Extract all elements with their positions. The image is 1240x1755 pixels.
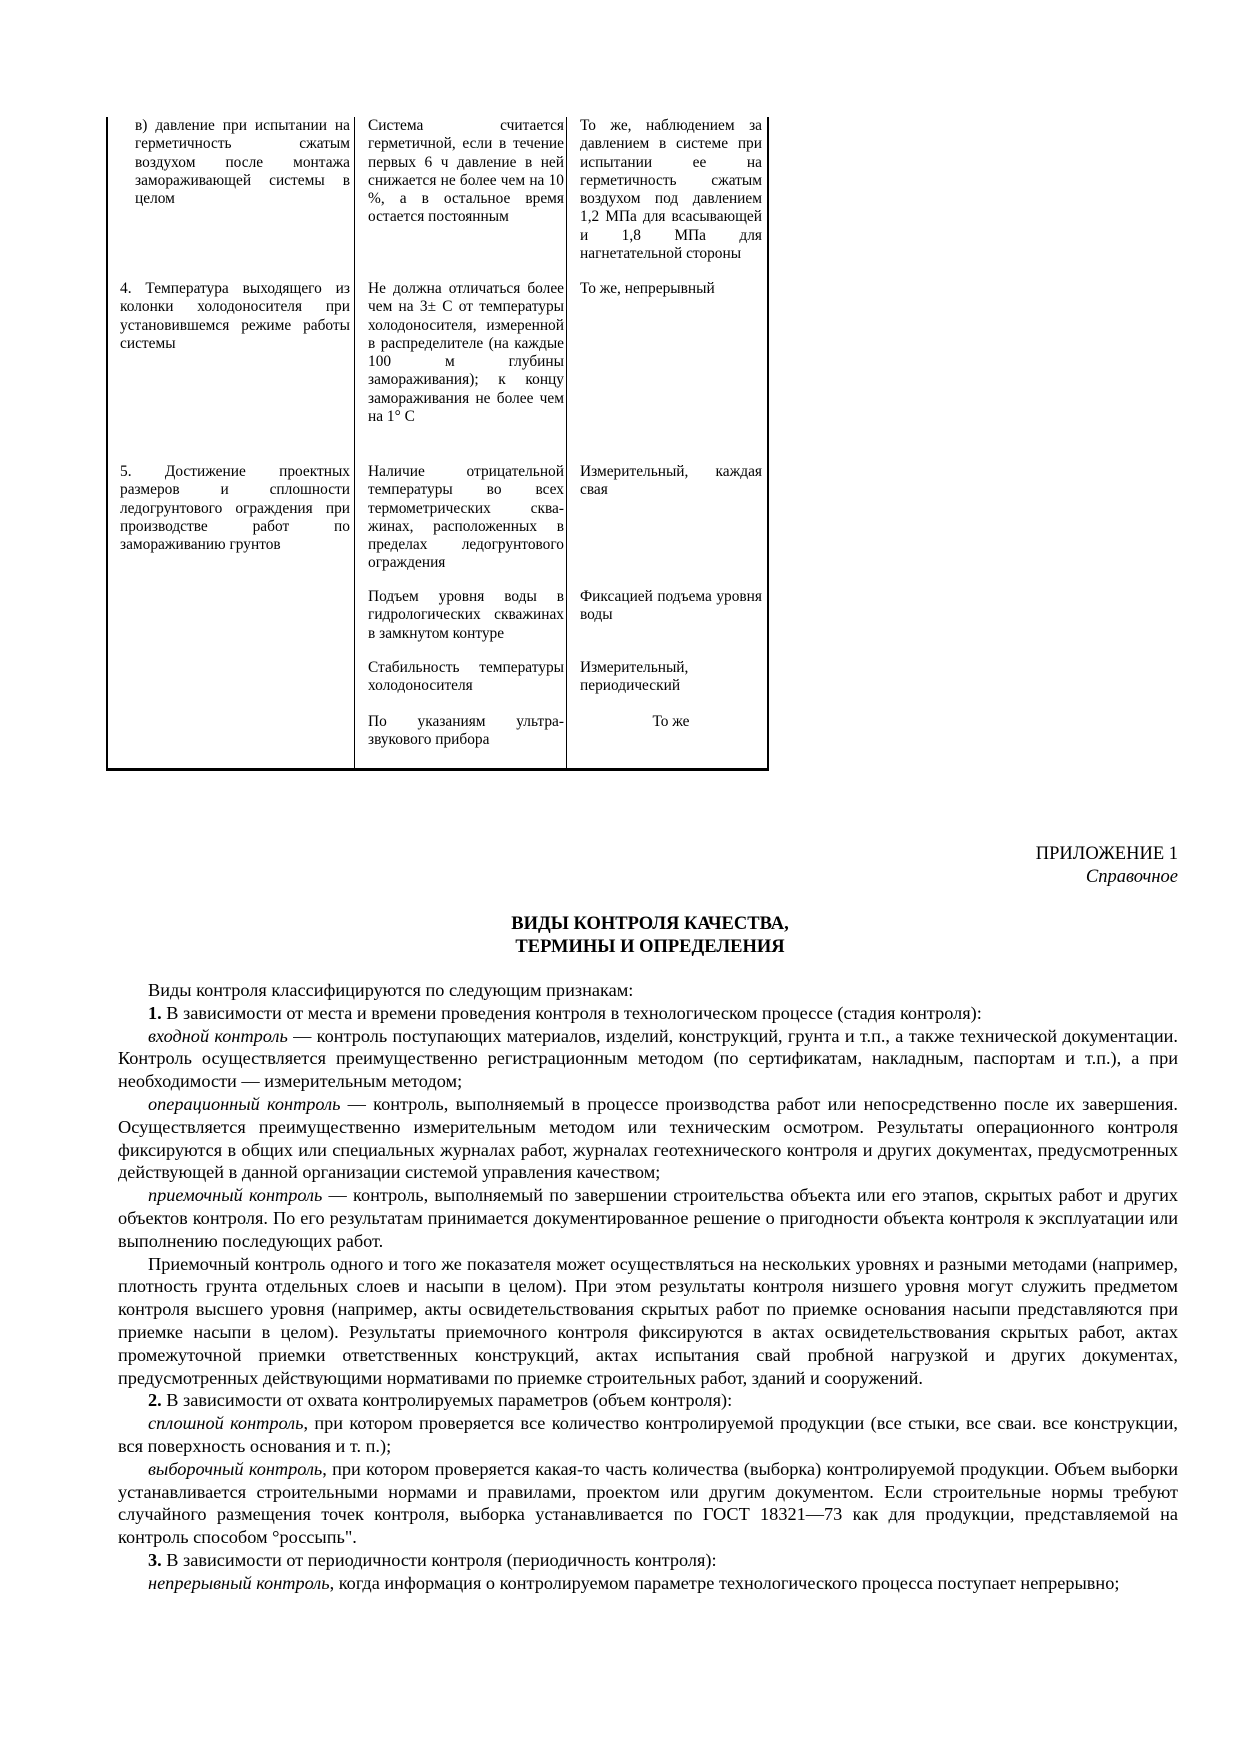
table-cell-parameter: 4. Температура выходящего из колонки холодоносителя при установившемся режиме работы системы [120,280,350,352]
definition-text: , когда информация о контролируемом параметре технологического процесса поступает непрерывно; [329,1572,1120,1593]
table-cell-requirement: Подъем уровня воды в гидрологических скважинах в замкнутом контуре [368,588,564,642]
section-1-heading [118,1002,1178,1025]
definition-text: — контроль, выполняемый в процессе производства работ или непосредственно после их завершения. Осуществляется преимущественно измерительным методом или техническим осмотром. Результаты операционного контроля фиксируются в общих или специальных журналах работ, журналах геотехнического контроля и других документах, предусмотренных действующей в данной организации системой управления качеством; [118,1093,1178,1183]
section-2-heading [118,1389,1178,1412]
definition-selective [118,1458,1178,1549]
intro-paragraph: Виды контроля классифицируются по следующим признакам: [148,980,634,1000]
table-cell-requirement: Стабильность температуры холодоносителя [368,659,564,695]
table-cell-method: Измерительный, каждая свая [580,463,762,499]
definition-text: , при котором проверяется какая-то часть количества (выборка) контролируемой продукции. Объем выборки устанавливается строительными нормами и правилами, проектом или другим документом. Если строительные нормы требуют случайного размещения точек контроля, выборка устанавливается по ГОСТ 18321—73 как для продукции, представляемой на контроль способом °россыпь". [118,1458,1178,1548]
definition-acceptance [118,1184,1178,1252]
section-number: 3. [148,1549,162,1570]
table-cell-requirement: Система считается герметичной, если в течение первых 6 ч давление в ней снижается не более чем на 10 %, а в остальное время остается постоянным [368,117,564,226]
section-title [120,913,1180,959]
term: выборочный контроль [148,1458,323,1479]
term: приемочный контроль [148,1185,323,1206]
table-cell-requirement: Не должна отличаться более чем на 3± С от температуры холодоносителя, измеренной в распределителе (на каждые 100 м глубины замораживания); к концу замораживания не более чем на 1° С [368,280,564,426]
section-title-line: ВИДЫ КОНТРОЛЯ КАЧЕСТВА, [511,914,789,934]
table-cell-requirement: Наличие отрицательной температуры во всех термометрических скважинах, расположенных в пределах ледогрунтового ограждения [368,463,564,572]
definition-incoming [118,1025,1178,1093]
column-divider [566,117,567,768]
section-number: 2. [148,1390,162,1411]
definition-text: , при котором проверяется все количество контролируемой продукции (все стыки, все сваи. все конструкции, вся поверхность основания и т. п.); [118,1413,1179,1456]
appendix-sublabel: Справочное [1085,867,1178,887]
table-cell-parameter: 5. Достижение проектных размеров и сплошности ледогрунтового ограждения при производстве работ по замораживанию грунтов [120,463,350,554]
column-divider [354,117,355,768]
section-heading-text: В зависимости от места и времени проведения контроля в технологическом процессе (стадия контроля): [161,1002,982,1023]
quality-control-table [106,117,769,771]
section-3-heading [118,1549,1178,1572]
term: сплошной контроль [148,1413,304,1434]
term: входной контроль [148,1025,288,1046]
appendix-label: ПРИЛОЖЕНИЕ 1 [1035,844,1178,864]
appendix-header [1036,843,1178,889]
definition-text: — контроль, выполняемый по завершении строительства объекта или его этапов, скрытых работ и других объектов контроля. По его результатам принимается документированное решение о пригодности объекта контроля к эксплуатации или выполнению последующих работ. [118,1185,1178,1251]
definition-continuous [118,1572,1178,1595]
section-heading-text: В зависимости от периодичности контроля (периодичность контроля): [161,1549,717,1570]
definition-text: — контроль поступающих материалов, изделий, конструкций, грунта и т.п., а также технической документации. Контроль осуществляется преимущественно регистрационным методом (по сертификатам, накладным, паспортам и т.п.), а при необходимости — измерительным методом; [118,1025,1179,1092]
table-cell-method: То же [652,713,690,730]
table-cell-parameter: в) давление при испытании на герметичность сжатым воздухом после монтажа замораживающей системы в целом [135,117,350,208]
term: непрерывный контроль [148,1572,330,1593]
table-cell-method: То же, наблюдением за давлением в системе при испытании ее на герметичность сжатым воздухом под давлением 1,2 МПа для всасывающей и 1,8 МПа для нагнетательной стороны [580,117,762,263]
definition-full [118,1412,1178,1458]
section-title-line: ТЕРМИНЫ И ОПРЕДЕЛЕНИЯ [515,937,785,957]
table-cell-method: Измерительный, периодический [580,659,689,695]
paragraph-acceptance-levels: Приемочный контроль одного и того же показателя может осуществляться на нескольких уровнях и разными методами (например, плотность грунта отдельных слоев и насыпи в целом). При этом результаты контроля низшего уровня могут служить предметом контроля высшего уровня (например, акты освидетельствования скрытых работ по приемке основания насыпи представляются при приемке насыпи в целом). Результаты приемочного контроля фиксируются в актах освидетельствования скрытых работ, актах промежуточной приемки ответственных конструкций, актах испытания свай пробной нагрузкой и других документах, предусмотренных действующими нормативами по приемке строительных работ, зданий и сооружений. [118,1253,1178,1388]
definition-operational [118,1093,1178,1184]
body-text [118,979,1178,1595]
table-cell-method: Фиксацией подъема уровня воды [580,588,762,624]
table-cell-requirement: По указаниям ультразвукового прибора [368,713,564,749]
section-heading-text: В зависимости от охвата контролируемых параметров (объем контроля): [161,1390,733,1411]
table-cell-method: То же, непрерывный [580,280,715,297]
term: операционный контроль [148,1093,341,1114]
section-number: 1. [148,1002,162,1023]
